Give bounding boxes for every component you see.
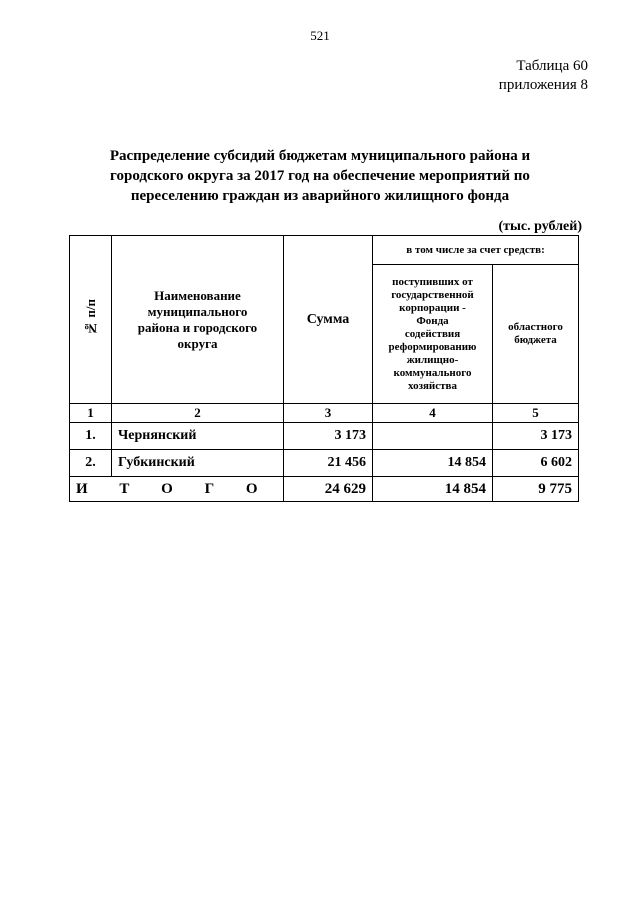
header-fund: [373, 265, 493, 404]
header-name-line: округа: [177, 335, 218, 351]
table-row: [70, 450, 579, 477]
header-including-sources: в том числе за счет средств:: [373, 236, 579, 265]
row-sum: 21 456: [284, 450, 373, 477]
header-name: [112, 236, 284, 404]
row-fund-amount: [373, 423, 493, 450]
header-name-line: муниципального: [147, 303, 248, 319]
header-fund-line: хозяйства: [407, 379, 458, 392]
row-regional-amount: 3 173: [493, 423, 579, 450]
row-district-name: Чернянский: [112, 423, 284, 450]
total-regional-amount: 9 775: [493, 477, 579, 502]
table-reference-line-2: приложения 8: [498, 77, 588, 93]
header-sum: Сумма: [284, 236, 373, 404]
header-regional-line: областного: [508, 321, 563, 333]
header-regional-line: бюджета: [514, 334, 557, 346]
page-number: 521: [310, 28, 330, 43]
header-fund-line: поступивших от: [392, 275, 473, 288]
header-regional-budget: [493, 265, 579, 404]
row-index: 2.: [70, 450, 112, 477]
document-title-line-1: Распределение субсидий бюджетам муниципального района и: [109, 148, 531, 164]
header-name-line: района и городского: [137, 319, 258, 335]
subsidy-table: [69, 235, 579, 502]
document-title-line-3: переселению граждан из аварийного жилищного фонда: [130, 188, 510, 204]
header-number: [70, 236, 112, 404]
header-row-top: [70, 236, 579, 265]
header-fund-line: реформированию: [388, 340, 477, 353]
document-title: [90, 146, 550, 206]
total-label: И Т О Г О: [70, 477, 284, 502]
header-name-line: Наименование: [154, 287, 241, 303]
column-number-row: [70, 404, 579, 423]
column-number: 2: [112, 404, 284, 423]
header-fund-line: жилищно-: [406, 353, 459, 366]
row-district-name: Губкинский: [112, 450, 284, 477]
table-reference: [499, 57, 588, 95]
header-fund-line: корпорации -: [399, 301, 466, 314]
header-fund-line: Фонда: [416, 314, 449, 327]
header-fund-line: содействия: [404, 327, 461, 340]
total-fund-amount: 14 854: [373, 477, 493, 502]
units-label: (тыс. рублей): [498, 219, 582, 234]
row-regional-amount: 6 602: [493, 450, 579, 477]
document-title-line-2: городского округа за 2017 год на обеспечение мероприятий по: [110, 168, 530, 184]
row-fund-amount: 14 854: [373, 450, 493, 477]
column-number: 1: [70, 404, 112, 423]
column-number: 4: [373, 404, 493, 423]
total-sum: 24 629: [284, 477, 373, 502]
table-row: [70, 423, 579, 450]
column-number: 3: [284, 404, 373, 423]
table-reference-line-1: Таблица 60: [516, 58, 588, 74]
header-number-label: № п/п: [82, 299, 98, 336]
row-index: 1.: [70, 423, 112, 450]
total-row: [70, 477, 579, 502]
column-number: 5: [493, 404, 579, 423]
row-sum: 3 173: [284, 423, 373, 450]
header-fund-line: коммунального: [393, 366, 472, 379]
header-fund-line: государственной: [391, 288, 474, 301]
